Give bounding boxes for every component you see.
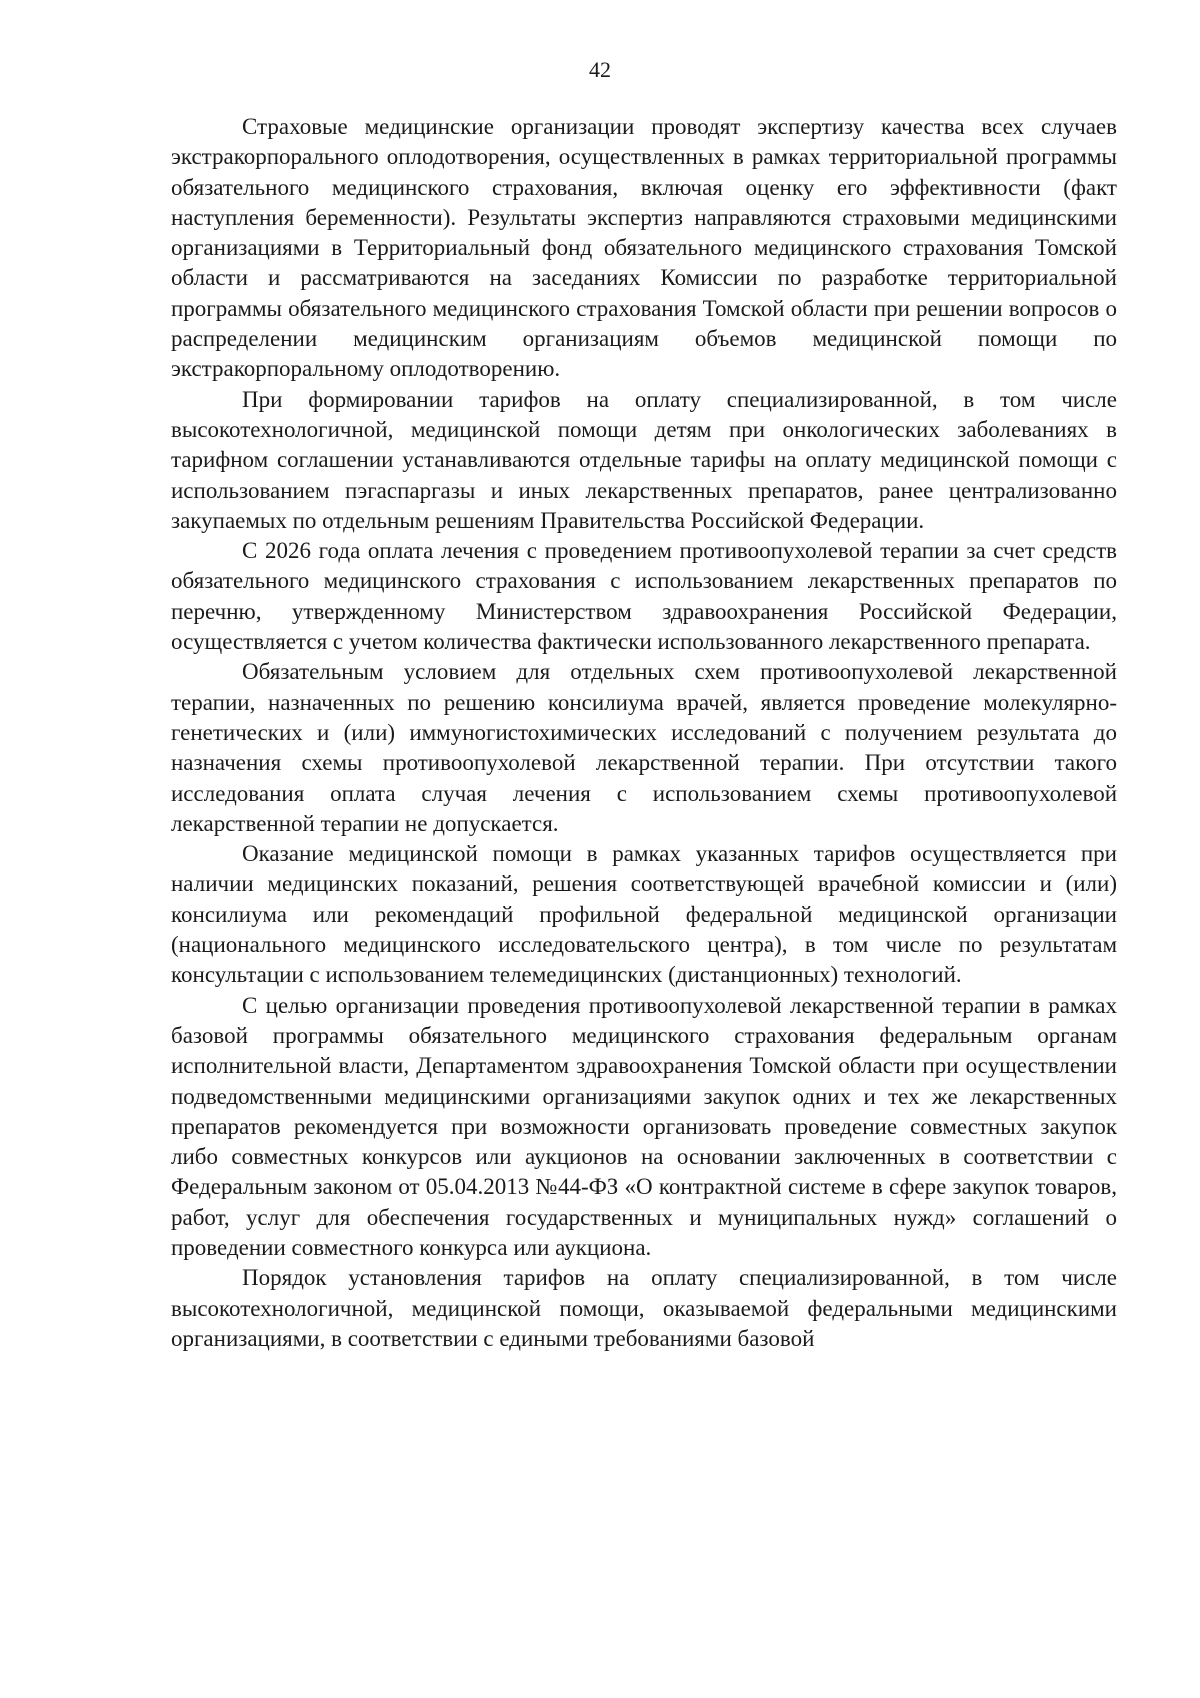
paragraph-ivf-expertise: Страховые медицинские организации проводят экспертизу качества всех случаев экстракорпорального оплодотворения, осуществленных в рамках территориальной программы обязательного медицинского страхования, включая оценку его эффективности (факт наступления беременности). Результаты экспертиз направляются страховыми медицинскими организациями в Территориальный фонд обязательного медицинского страхования Томской области и рассматриваются на заседаниях Комиссии по разработке территориальной программы обязательного медицинского страхования Томской области при решении вопросов о распределении медицинским организациям объемов медицинской помощи по экстракорпоральному оплодотворению. — [171, 114, 1117, 382]
page-number: 42 — [589, 57, 611, 82]
paragraph-pediatric-oncology-tariffs: При формировании тарифов на оплату специализированной, в том числе высокотехнологичной, медицинской помощи детям при онкологических заболеваниях в тарифном соглашении устанавливаются отдельные тарифы на оплату медицинской помощи с использованием пэгаспаргазы и иных лекарственных препаратов, ранее централизованно закупаемых по отдельным решениям Правительства Российской Федерации. — [171, 386, 1117, 533]
paragraph-joint-procurement: С целью организации проведения противоопухолевой лекарственной терапии в рамках базовой программы обязательного медицинского страхования федеральным органам исполнительной власти, Департаментом здравоохранения Томской области при осуществлении подведомственными медицинскими организациями закупок одних и тех же лекарственных препаратов рекомендуется при возможности организовать проведение совместных закупок либо совместных конкурсов или аукционов на основании заключенных в соответствии с Федеральным законом от 05.04.2013 №44-ФЗ «О контрактной системе в сфере закупок товаров, работ, услуг для обеспечения государственных и муниципальных нужд» соглашений о проведении совместного конкурса или аукциона. — [171, 992, 1117, 1260]
document-body — [171, 112, 1117, 1354]
paragraph-mandatory-testing-condition: Обязательным условием для отдельных схем противоопухолевой лекарственной терапии, назначенных по решению консилиума врачей, является проведение молекулярно-генетических и (или) иммуногистохимических исследований с получением результата до назначения схемы противоопухолевой лекарственной терапии. При отсутствии такого исследования оплата случая лечения с использованием схемы противоопухолевой лекарственной терапии не допускается. — [171, 659, 1117, 836]
paragraph-tariff-procedure: Порядок установления тарифов на оплату специализированной, в том числе высокотехнологичной, медицинской помощи, оказываемой федеральными медицинскими организациями, в соответствии с едиными требованиями базовой — [171, 1265, 1117, 1351]
paragraph-care-provision-conditions: Оказание медицинской помощи в рамках указанных тарифов осуществляется при наличии медицинских показаний, решения соответствующей врачебной комиссии и (или) консилиума или рекомендаций профильной федеральной медицинской организации (национального медицинского исследовательского центра), в том числе по результатам консультации с использованием телемедицинских (дистанционных) технологий. — [171, 841, 1117, 988]
paragraph-antitumor-therapy-payment: С 2026 года оплата лечения с проведением противоопухолевой терапии за счет средств обязательного медицинского страхования с использованием лекарственных препаратов по перечню, утвержденному Министерством здравоохранения Российской Федерации, осуществляется с учетом количества фактически использованного лекарственного препарата. — [171, 538, 1117, 655]
